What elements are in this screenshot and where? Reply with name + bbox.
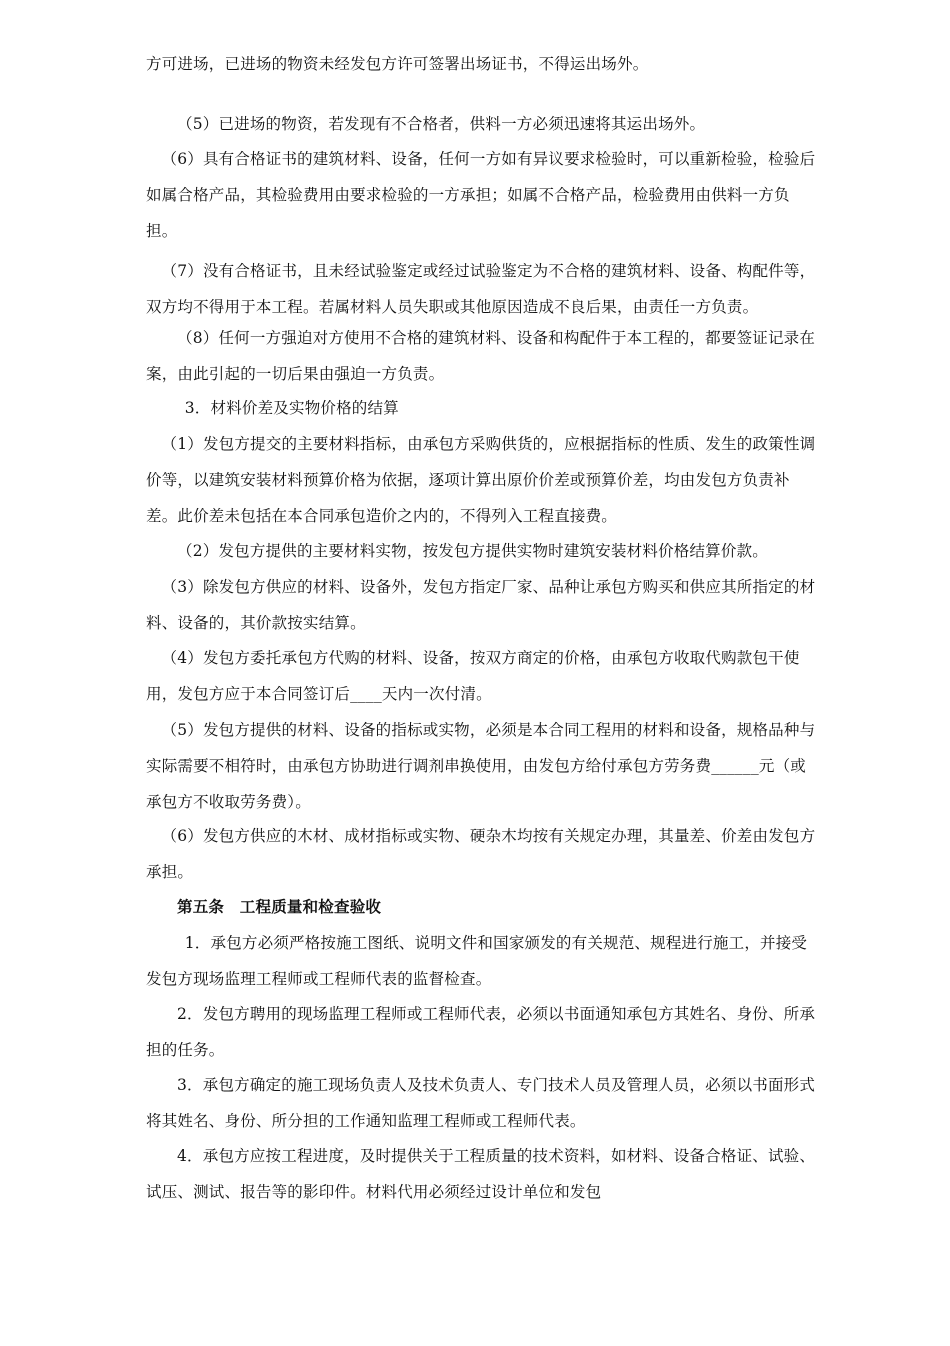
paragraph-continuation: 方可进场，已进场的物资未经发包方许可签署出场证书，不得运出场外。 bbox=[146, 55, 649, 73]
paragraph-3-1: （1）发包方提交的主要材料指标，由承包方采购供货的，应根据指标的性质、发生的政策性调价等，以建筑安装材料预算价格为依据，逐项计算出原价价差或预算价差，均由发包方负责补差。此价差未包括在本合同承包造价之内的，不得列入工程直接费。 bbox=[146, 435, 816, 525]
article-5-heading: 第五条 工程质量和检查验收 bbox=[177, 897, 382, 916]
paragraph-5-4: 4．承包方应按工程进度，及时提供关于工程质量的技术资料，如材料、设备合格证、试验、试压、测试、报告等的影印件。材料代用必须经过设计单位和发包 bbox=[146, 1147, 816, 1201]
paragraph-item-7: （7）没有合格证书，且未经试验鉴定或经过试验鉴定为不合格的建筑材料、设备、构配件等，双方均不得用于本工程。若属材料人员失职或其他原因造成不良后果，由责任一方负责。 bbox=[146, 262, 816, 316]
paragraph-3-6: （6）发包方供应的木材、成材指标或实物、硬杂木均按有关规定办理，其量差、价差由发包方承担。 bbox=[146, 827, 816, 881]
section-3-heading: 3．材料价差及实物价格的结算 bbox=[184, 399, 399, 417]
paragraph-3-5: （5）发包方提供的材料、设备的指标或实物，必须是本合同工程用的材料和设备，规格品种与实际需要不相符时，由承包方协助进行调剂串换使用，由发包方给付承包方劳务费______元（或承包方不收取劳务费）。 bbox=[146, 721, 816, 811]
paragraph-3-4: （4）发包方委托承包方代购的材料、设备，按双方商定的价格，由承包方收取代购款包干使用，发包方应于本合同签订后____天内一次付清。 bbox=[146, 649, 800, 703]
paragraph-item-8: （8）任何一方强迫对方使用不合格的建筑材料、设备和构配件于本工程的，都要签证记录在案，由此引起的一切后果由强迫一方负责。 bbox=[146, 329, 816, 383]
paragraph-item-6: （6）具有合格证书的建筑材料、设备，任何一方如有异议要求检验时，可以重新检验，检验后如属合格产品，其检验费用由要求检验的一方承担；如属不合格产品，检验费用由供料一方负担。 bbox=[146, 150, 816, 240]
paragraph-5-2: 2．发包方聘用的现场监理工程师或工程师代表，必须以书面通知承包方其姓名、身份、所承担的任务。 bbox=[146, 1005, 816, 1059]
paragraph-item-5: （5）已进场的物资，若发现有不合格者，供料一方必须迅速将其运出场外。 bbox=[177, 115, 706, 133]
paragraph-3-3: （3）除发包方供应的材料、设备外，发包方指定厂家、品种让承包方购买和供应其所指定的材料、设备的，其价款按实结算。 bbox=[146, 578, 816, 632]
paragraph-5-3: 3．承包方确定的施工现场负责人及技术负责人、专门技术人员及管理人员，必须以书面形式将其姓名、身份、所分担的工作通知监理工程师或工程师代表。 bbox=[146, 1076, 816, 1130]
paragraph-3-2: （2）发包方提供的主要材料实物，按发包方提供实物时建筑安装材料价格结算价款。 bbox=[177, 542, 768, 560]
paragraph-5-1: 1．承包方必须严格按施工图纸、说明文件和国家颁发的有关规范、规程进行施工，并接受发包方现场监理工程师或工程师代表的监督检查。 bbox=[146, 934, 808, 988]
